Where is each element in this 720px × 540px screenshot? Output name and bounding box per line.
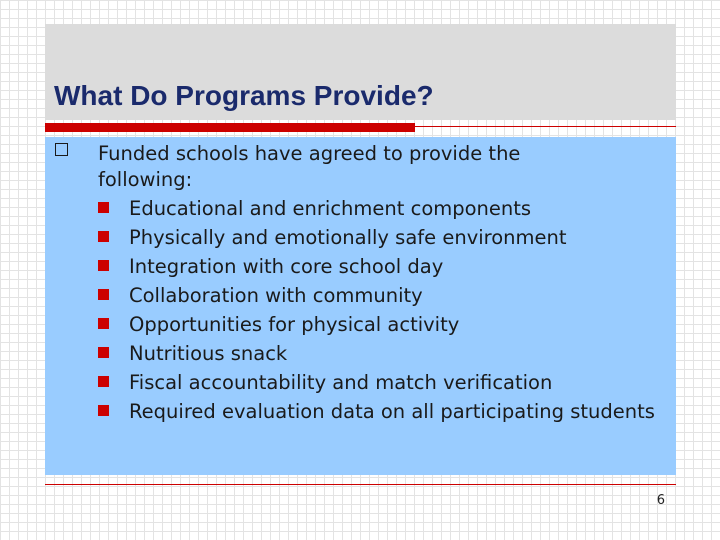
list-item: Required evaluation data on all participating students <box>98 397 658 426</box>
list-item: Fiscal accountability and match verification <box>98 368 658 397</box>
list-item: Collaboration with community <box>98 281 658 310</box>
list-item: Educational and enrichment components <box>98 194 658 223</box>
hollow-square-icon <box>55 143 68 156</box>
filled-square-icon <box>98 318 109 329</box>
sub-bullet-list <box>98 194 658 426</box>
filled-square-icon <box>98 260 109 271</box>
list-item: Opportunities for physical activity <box>98 310 658 339</box>
page-number: 6 <box>656 493 665 508</box>
footer-rule <box>45 484 676 485</box>
list-item: Physically and emotionally safe environment <box>98 223 658 252</box>
slide-title: What Do Programs Provide? <box>54 80 434 111</box>
filled-square-icon <box>98 202 109 213</box>
filled-square-icon <box>98 231 109 242</box>
list-item: Nutritious snack <box>98 339 658 368</box>
main-bullet-text: Funded schools have agreed to provide the following: <box>98 142 521 191</box>
filled-square-icon <box>98 376 109 387</box>
filled-square-icon <box>98 405 109 416</box>
title-underline-rule <box>415 126 676 127</box>
list-item: Integration with core school day <box>98 252 658 281</box>
filled-square-icon <box>98 289 109 300</box>
title-underline-bar <box>45 123 415 132</box>
filled-square-icon <box>98 347 109 358</box>
